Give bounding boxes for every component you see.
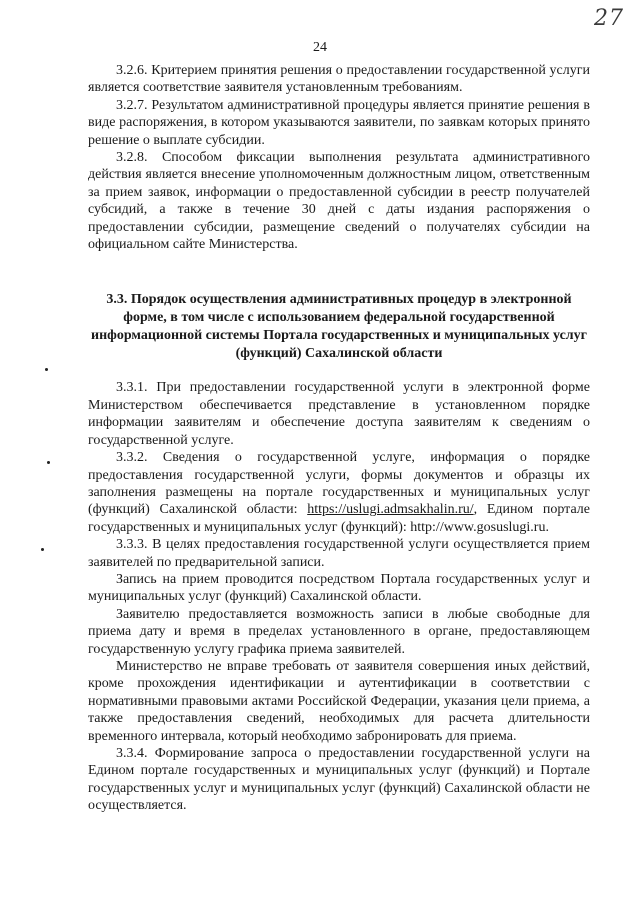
gosuslugi-link[interactable]: http://www.gosuslugi.ru (410, 519, 546, 535)
paragraph-3-3-2 (88, 449, 590, 536)
handwritten-page-mark: 27 (594, 6, 624, 31)
uslugi-admsakhalin-link[interactable]: https://uslugi.admsakhalin.ru/ (307, 502, 474, 518)
paragraph-appointment-portal: Запись на прием проводится посредством Портала государственных услуг и муниципальных услуг (функций) Сахалинской области. (88, 571, 590, 605)
paragraph-3-3-1: 3.3.1. При предоставлении государственной услуги в электронной форме Министерством обеспечивается представление в установленном порядке информации заявителям и обеспечение доступа заявителям к сведениям о государственной услуге. (88, 380, 590, 448)
paragraph-3-3-2-text: . (545, 519, 549, 535)
paragraph-3-2-6: 3.2.6. Критерием принятия решения о предоставлении государственной услуги является соответствие заявителя установленным требованиям. (88, 63, 590, 96)
paragraph-3-2-7: 3.2.7. Результатом административной процедуры является принятие решения в виде распоряжения, в котором указываются заявители, по заявкам которых принято решение о выплате субсидии. (88, 97, 590, 148)
paragraph-3-2-8: 3.2.8. Способом фиксации выполнения результата административного действия является внесение уполномоченным должностным лицом, ответственным за прием заявок, информации о предоставленной субсидии в реестр получателей субсидий, а также в течение 30 дней с даты издания распоряжения о предоставлении субсидии, размещение сведений о получателях субсидии на официальном сайте Министерства. (88, 150, 590, 253)
paragraph-ministry-requirements: Министерство не вправе требовать от заявителя совершения иных действий, кроме прохождения идентификации и аутентификации в соответствии с нормативными правовыми актами Российской Федерации, указания цели приема, а также предоставления сведений, необходимых для расчета длительности временного интервала, который необходимо забронировать для приема. (88, 658, 590, 744)
section-title-3-3: 3.3. Порядок осуществления административных процедур в электронной форме, в том числе с использованием федеральной государственной информационной системы Портала государственных и муниципальных услуг (функций) Сахалинской области (91, 292, 587, 362)
margin-speck (45, 368, 48, 371)
page-number: 24 (313, 40, 327, 55)
paragraph-3-3-2-text: 3.3.2. Сведения о государственной услуге, информация о порядке предоставления государственной услуги, формы документов и образцы их заполнения размещены на портале государственных и муниципальных услуг (функций) Сахалинской области: (88, 450, 590, 518)
margin-speck (47, 461, 50, 464)
paragraph-appointment-slots: Заявителю предоставляется возможность записи в любые свободные для приема дату и время в пределах установленного в органе, предоставляющем государственную услугу графика приема заявителей. (88, 606, 590, 657)
paragraph-3-3-3: 3.3.3. В целях предоставления государственной услуги осуществляется прием заявителей по предварительной записи. (88, 537, 590, 570)
paragraph-3-3-2-text: , Едином портале государственных и муниципальных услуг (функций): (88, 502, 591, 535)
margin-speck (41, 548, 44, 551)
document-body (88, 62, 590, 815)
paragraph-3-3-4: 3.3.4. Формирование запроса о предоставлении государственной услуги на Едином портале государственных и муниципальных услуг (функций) и Портале государственных услуг и муниципальных услуг (функций) Сахалинской области не осуществляется. (88, 746, 590, 814)
